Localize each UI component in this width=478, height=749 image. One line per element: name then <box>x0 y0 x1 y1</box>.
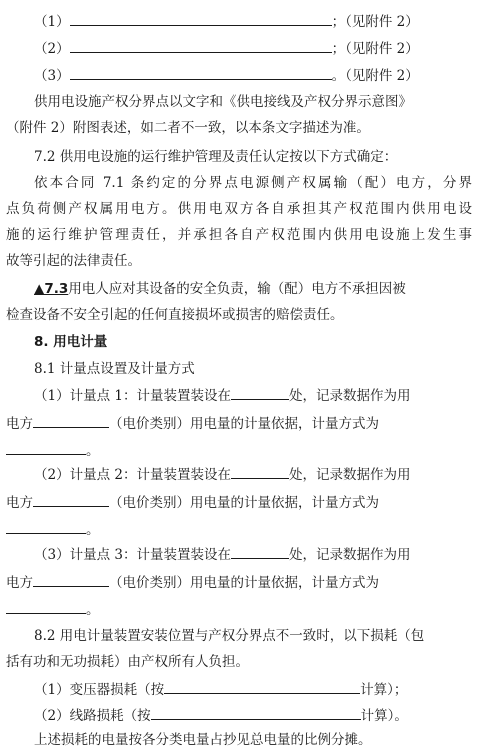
metering-point-3-line-3: 。 <box>0 600 478 619</box>
blank-field[interactable] <box>231 545 289 559</box>
metering-point-3-line-1: （3）计量点 3：计量装置装设在 处，记录数据作为用 <box>34 547 411 563</box>
para-7-2-line-3: 施的运行维护管理责任，并承担各自产权范围内供用电设施上发生事 <box>6 227 472 243</box>
clause-7-3-line-1: ▲7.3用电人应对其设备的安全负责，输（配）电方不承担因被 <box>34 281 406 297</box>
metering-point-1-line-3: 。 <box>0 441 478 460</box>
section-8-title: 8. 用电计量 <box>34 334 108 350</box>
clause-8-1: 8.1 计量点设置及计量方式 <box>34 361 195 377</box>
annex-line-3: （3） 。（见附件 2） <box>34 68 419 84</box>
para-boundary-line-1: 供用电设施产权分界点以文字和《供电接线及产权分界示意图》 <box>34 94 412 110</box>
clause-8-2-line-1: 8.2 用电计量装置安装位置与产权分界点不一致时，以下损耗（包 <box>34 628 425 644</box>
blank-field[interactable] <box>231 386 289 400</box>
blank-field[interactable] <box>33 493 109 507</box>
para-7-2-line-1: 依本合同 7.1 条约定的分界点电源侧产权属输（配）电方，分界 <box>34 175 472 191</box>
para-7-2-line-4: 故等引起的法律责任。 <box>6 253 141 269</box>
metering-point-1-line-1: （1）计量点 1：计量装置装设在 处，记录数据作为用 <box>34 388 411 404</box>
metering-point-1-line-2: 电方 （电价类别）用电量的计量依据，计量方式为 <box>6 416 379 432</box>
blank-field[interactable] <box>70 39 332 53</box>
blank-field[interactable] <box>151 706 361 720</box>
blank-field[interactable] <box>33 414 109 428</box>
para-7-2-line-2: 点负荷侧产权属用电方。供用电双方各自承担其产权范围内供用电设 <box>6 201 472 217</box>
blank-field[interactable] <box>6 520 86 534</box>
closing-sentence: 上述损耗的电量按各分类电量占抄见总电量的比例分摊。 <box>34 732 372 748</box>
annex-line-2: （2） ；（见附件 2） <box>34 41 419 57</box>
metering-point-2-line-1: （2）计量点 2：计量装置装设在 处，记录数据作为用 <box>34 467 411 483</box>
blank-field[interactable] <box>164 680 360 694</box>
clause-7-2: 7.2 供用电设施的运行维护管理及责任认定按以下方式确定： <box>34 149 398 165</box>
para-boundary-line-2: （附件 2）附图表述，如二者不一致，以本条文字描述为准。 <box>6 120 370 136</box>
metering-point-2-line-2: 电方 （电价类别）用电量的计量依据，计量方式为 <box>6 495 379 511</box>
loss-line: （2）线路损耗（按 计算）。 <box>34 708 408 724</box>
blank-field[interactable] <box>70 66 332 80</box>
blank-field[interactable] <box>6 600 86 614</box>
clause-7-3-mark: ▲7.3 <box>34 281 69 297</box>
clause-7-3-line-2: 检查设备不安全引起的任何直接损坏或损害的赔偿责任。 <box>6 307 344 323</box>
blank-field[interactable] <box>6 441 86 455</box>
annex-line-1: （1） ；（见附件 2） <box>34 14 419 30</box>
clause-8-2-line-2: 括有功和无功损耗）由产权所有人负担。 <box>6 654 249 670</box>
blank-field[interactable] <box>33 573 109 587</box>
metering-point-3-line-2: 电方 （电价类别）用电量的计量依据，计量方式为 <box>6 575 379 591</box>
blank-field[interactable] <box>70 12 332 26</box>
blank-field[interactable] <box>231 465 289 479</box>
metering-point-2-line-3: 。 <box>0 520 478 539</box>
loss-transformer: （1）变压器损耗（按 计算）； <box>34 682 408 698</box>
